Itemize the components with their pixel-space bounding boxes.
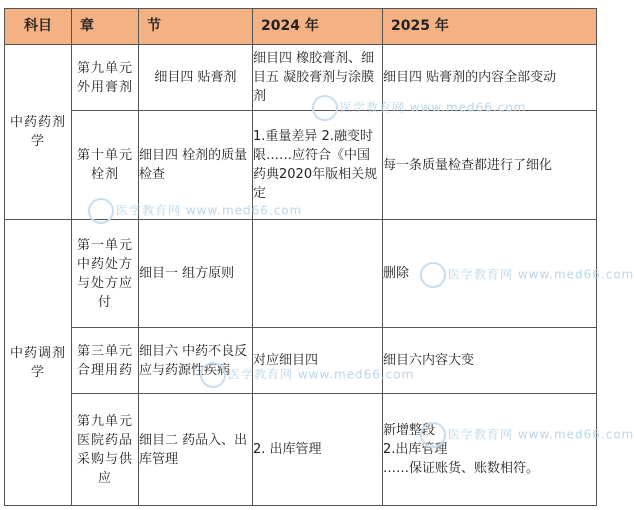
chapter-cell: 第九单元 外用膏剂 bbox=[72, 45, 139, 111]
subject-cell: 中药药剂学 bbox=[5, 45, 72, 220]
watermark: 医学教育网 www.med66.com bbox=[200, 362, 414, 388]
table-row bbox=[5, 328, 597, 394]
comparison-table bbox=[4, 8, 597, 506]
table-header-row bbox=[5, 9, 597, 45]
chapter-cell: 第十单元 栓剂 bbox=[72, 111, 139, 220]
y2025-cell bbox=[383, 328, 597, 394]
table-row bbox=[5, 220, 597, 328]
y2025-cell bbox=[383, 394, 597, 506]
section-cell: 细目六 中药不良反应与药源性疾病 bbox=[139, 328, 253, 394]
chapter-cell: 第一单元 中药处方与处方应付 bbox=[72, 220, 139, 328]
header-2024: 2024 年 bbox=[253, 9, 383, 45]
header-section: 节 bbox=[139, 9, 253, 45]
y2024-cell: 细目四 橡胶膏剂、细目五 凝胶膏剂与涂膜剂 bbox=[253, 45, 383, 111]
y2025-cell bbox=[383, 45, 597, 111]
watermark: 医学教育网 www.med66.com bbox=[420, 262, 634, 288]
section-text: 细目四 贴膏剂 bbox=[154, 70, 237, 85]
header-2025: 2025 年 bbox=[383, 9, 597, 45]
y2025-line: ……保证账货、账数相符。 bbox=[383, 461, 540, 476]
subject-cell: 中药调剂学 bbox=[5, 220, 72, 506]
section-cell: 细目四 栓剂的质量检查 bbox=[139, 111, 253, 220]
y2024-cell bbox=[253, 220, 383, 328]
y2025-line: 每一条质量检查都进行了细化 bbox=[383, 157, 553, 173]
y2024-cell: 对应细目四 bbox=[253, 328, 383, 394]
table-row bbox=[5, 394, 597, 506]
chapter-cell: 第九单元医院药品采购与供应 bbox=[72, 394, 139, 506]
y2025-line: 删除 bbox=[383, 266, 410, 281]
section-cell: 细目二 药品入、出库管理 bbox=[139, 394, 253, 506]
y2025-line: 2.出库管理 bbox=[383, 442, 448, 457]
y2025-line: 细目六内容大变 bbox=[383, 353, 475, 368]
y2025-cell bbox=[383, 111, 597, 220]
y2025-cell bbox=[383, 220, 597, 328]
section-cell bbox=[139, 45, 253, 111]
watermark: 医学教育网 www.med66.com bbox=[312, 95, 526, 121]
y2024-cell: 1.重量差异 2.融变时限……应符合《中国药典2020年版相关规定 bbox=[253, 111, 383, 220]
y2025-line: 细目四 贴膏剂的内容全部变动 bbox=[383, 70, 557, 85]
table-row bbox=[5, 111, 597, 220]
header-subject: 科目 bbox=[5, 9, 72, 45]
y2025-line: 新增整段 bbox=[383, 423, 436, 438]
y2024-cell: 2. 出库管理 bbox=[253, 394, 383, 506]
watermark: 医学教育网 www.med66.com bbox=[88, 198, 302, 224]
cropped-top-text bbox=[0, 0, 600, 8]
section-cell: 细目一 组方原则 bbox=[139, 220, 253, 328]
header-chapter: 章 bbox=[72, 9, 139, 45]
table-row bbox=[5, 45, 597, 111]
watermark: 医学教育网 www.med66.com bbox=[420, 422, 634, 448]
chapter-cell: 第三单元 合理用药 bbox=[72, 328, 139, 394]
